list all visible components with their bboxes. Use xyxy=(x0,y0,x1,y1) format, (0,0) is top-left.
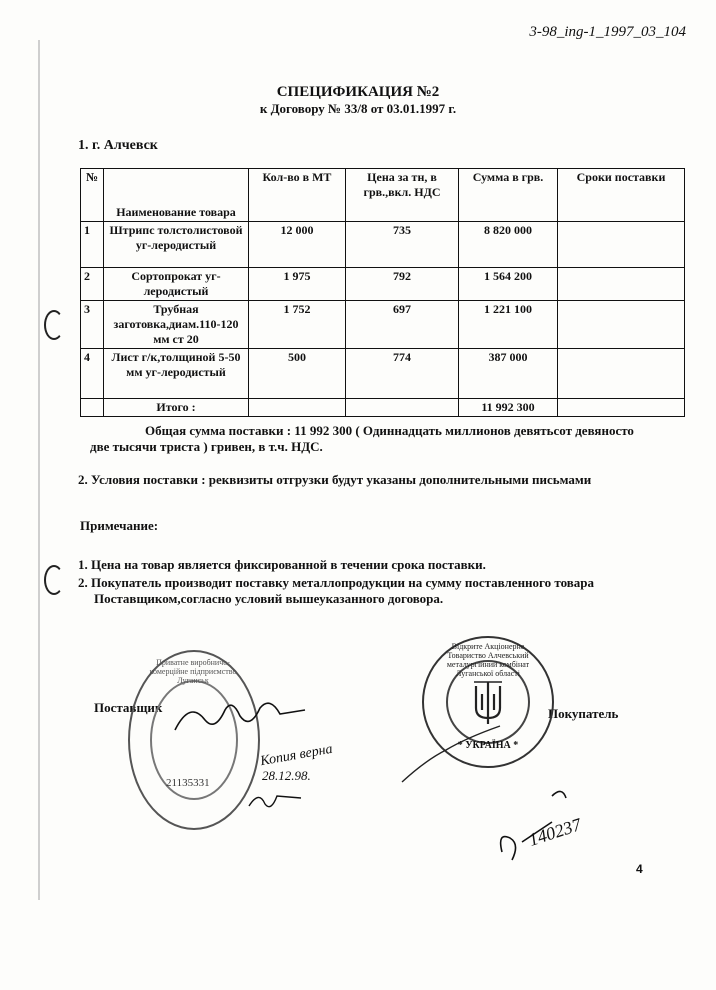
punch-hole xyxy=(44,310,64,340)
buyer-stamp-bottom-text: * УКРАЇНА * xyxy=(457,740,519,751)
header-num: № xyxy=(81,169,104,222)
row-name: Сортопрокат уг-леродистый xyxy=(104,268,249,301)
row-price: 792 xyxy=(346,268,459,301)
page-fold-line xyxy=(38,40,40,900)
summary-line-2: две тысячи триста ) гривен, в т.ч. НДС. xyxy=(90,439,323,454)
row-num: 2 xyxy=(81,268,104,301)
row-terms xyxy=(558,268,685,301)
row-qty: 1 752 xyxy=(249,301,346,349)
row-num: 1 xyxy=(81,222,104,268)
total-empty-cell xyxy=(346,399,459,417)
page-number: 4 xyxy=(636,862,643,876)
table-row xyxy=(81,222,685,268)
note-2-line-2: Поставщиком,согласно условий вышеуказанного договора. xyxy=(94,591,444,606)
notes-title: Примечание: xyxy=(80,518,159,533)
note-2-line-1: 2. Покупатель производит поставку металлопродукции на сумму поставленного товара xyxy=(78,575,595,590)
specification-table xyxy=(80,168,685,417)
supplier-signature xyxy=(170,690,310,740)
row-price: 735 xyxy=(346,222,459,268)
total-empty-cell xyxy=(558,399,685,417)
supplier-label: Поставщик xyxy=(94,700,163,715)
trident-icon xyxy=(468,678,508,726)
buyer-label: Покупатель xyxy=(548,706,619,721)
header-name: Наименование товара xyxy=(104,169,249,222)
row-price: 774 xyxy=(346,349,459,399)
total-empty-cell xyxy=(249,399,346,417)
table-total-row xyxy=(81,399,685,417)
table-row xyxy=(81,301,685,349)
row-terms xyxy=(558,301,685,349)
note-1: 1. Цена на товар является фиксированной в течении срока поставки. xyxy=(78,557,486,572)
row-terms xyxy=(558,349,685,399)
row-qty: 1 975 xyxy=(249,268,346,301)
header-price: Цена за тн, в грв.,вкл. НДС xyxy=(346,169,459,222)
header-sum: Сумма в грв. xyxy=(459,169,558,222)
supplier-stamp-code: 21135331 xyxy=(166,777,210,789)
document-subtitle: к Договору № 33/8 от 03.01.1997 г. xyxy=(259,101,457,116)
row-num: 3 xyxy=(81,301,104,349)
handwritten-date: 28.12.98. xyxy=(262,768,311,783)
total-label: Итого : xyxy=(104,399,249,417)
row-name: Штрипс толстолистовой уг-леродистый xyxy=(104,222,249,268)
section-2-delivery-terms: 2. Условия поставки : реквизиты отгрузки будут указаны дополнительными письмами xyxy=(78,472,592,487)
row-name: Лист г/к,толщиной 5-50 мм уг-леродистый xyxy=(104,349,249,399)
handwritten-copy-note: Копия верна xyxy=(259,741,334,770)
row-price: 697 xyxy=(346,301,459,349)
row-num: 4 xyxy=(81,349,104,399)
total-sum: 11 992 300 xyxy=(459,399,558,417)
header-qty: Кол-во в МТ xyxy=(249,169,346,222)
buyer-stamp-text: Відкрите Акціонерне Товариство Алчевський металургійний комбінат Луганської області xyxy=(446,642,530,678)
buyer-signature xyxy=(396,720,506,790)
section-1-heading: 1. г. Алчевск xyxy=(78,138,158,153)
table-row xyxy=(81,349,685,399)
punch-hole xyxy=(44,565,64,595)
handwritten-number: 140237 xyxy=(526,814,584,850)
table-header-row xyxy=(81,169,685,222)
total-empty-cell xyxy=(81,399,104,417)
row-qty: 500 xyxy=(249,349,346,399)
row-sum: 387 000 xyxy=(459,349,558,399)
copy-signature xyxy=(245,788,305,812)
row-terms xyxy=(558,222,685,268)
header-terms: Сроки поставки xyxy=(558,169,685,222)
total-summary xyxy=(90,423,690,455)
row-qty: 12 000 xyxy=(249,222,346,268)
row-name: Трубная заготовка,диам.110-120 мм ст 20 xyxy=(104,301,249,349)
supplier-stamp xyxy=(128,650,260,830)
row-sum: 1 564 200 xyxy=(459,268,558,301)
supplier-stamp-text: Приватне виробничо-комерційне підприємство Луганськ xyxy=(149,658,237,685)
row-sum: 8 820 000 xyxy=(459,222,558,268)
summary-line-1: Общая сумма поставки : 11 992 300 ( Одиннадцать миллионов девятьсот девяносто xyxy=(145,423,634,438)
document-id: 3-98_ing-1_1997_03_104 xyxy=(529,24,686,40)
row-sum: 1 221 100 xyxy=(459,301,558,349)
table-row xyxy=(81,268,685,301)
document-title: СПЕЦИФИКАЦИЯ №2 xyxy=(276,84,440,100)
